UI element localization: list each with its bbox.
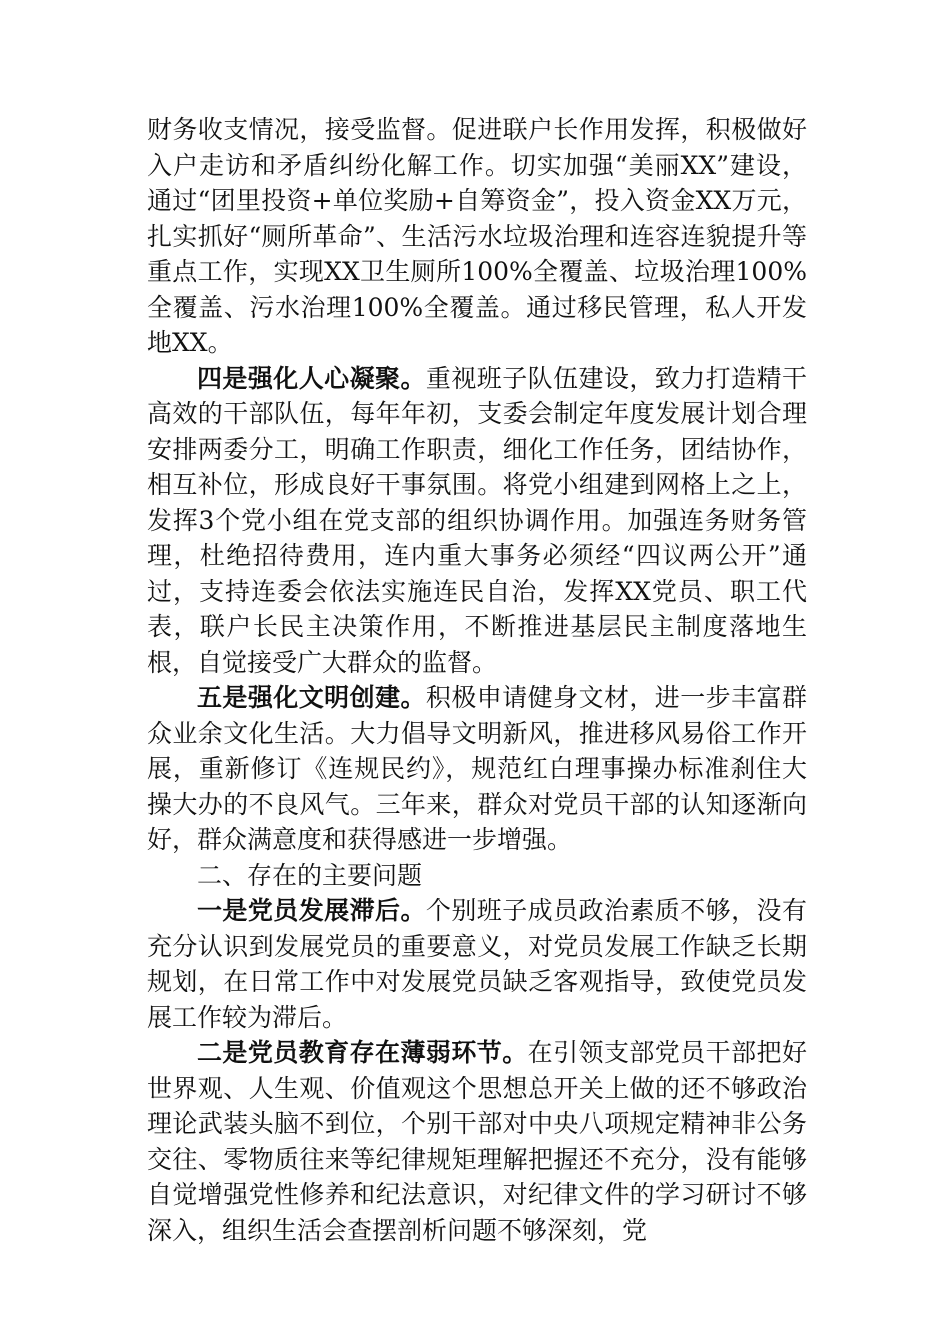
paragraph-issue-education — [147, 1035, 807, 1248]
paragraph-text: 积极申请健身文材，进一步丰富群众业余文化生活。大力倡导文明新风，推进移风易俗工作开展，重新修订《连规民约》，规范红白理事操办标准刹住大操大办的不良风气。三年来，群众对党员干部的认知逐渐向好，群众满意度和获得感进一步增强。 — [147, 683, 807, 854]
paragraph-text: 重视班子队伍建设，致力打造精干高效的干部队伍，每年年初，支委会制定年度发展计划合理安排两委分工，明确工作职责，细化工作任务，团结协作，相互补位，形成良好干事氛围。将党小组建到网格上之上，发挥3个党小组在党支部的组织协调作用。加强连务财务管理，杜绝招待费用，连内重大事务必须经“四议两公开”通过，支持连委会依法实施连民自治，发挥XX党员、职工代表，联户长民主决策作用，不断推进基层民主制度落地生根，自觉接受广大群众的监督。 — [147, 363, 807, 677]
section-heading: 二、存在的主要问题 — [197, 860, 423, 890]
paragraph-text: 财务收支情况，接受监督。促进联户长作用发挥，积极做好入户走访和矛盾纠纷化解工作。切实加强“美丽XX”建设，通过“团里投资+单位奖励+自筹资金”，投入资金XX万元，扎实抓好“厕所革命”、生活污水垃圾治理和连容连貌提升等重点工作，实现XX卫生厕所100%全覆盖、垃圾治理100%全覆盖、污水治理100%全覆盖。通过移民管理，私人开发地XX。 — [147, 115, 807, 357]
paragraph-civilization-building — [147, 680, 807, 858]
document-body — [147, 112, 807, 1248]
paragraph-continued — [147, 112, 807, 361]
paragraph-text: 个别班子成员政治素质不够，没有充分认识到发展党员的重要意义，对党员发展工作缺乏长期规划，在日常工作中对发展党员缺乏客观指导，致使党员发展工作较为滞后。 — [147, 896, 807, 1032]
paragraph-lead: 一是党员发展滞后。 — [197, 896, 426, 925]
paragraph-strengthen-cohesion — [147, 361, 807, 681]
paragraph-text: 在引领支部党员干部把好世界观、人生观、价值观这个思想总开关上做的还不够政治理论武装头脑不到位，个别干部对中央八项规定精神非公务交往、零物质往来等纪律规矩理解把握还不充分，没有能够自觉增强党性修养和纪法意识，对纪律文件的学习研讨不够深入，组织生活会查摆剖析问题不够深刻，党 — [147, 1038, 807, 1245]
paragraph-lead: 五是强化文明创建。 — [197, 683, 426, 712]
paragraph-issue-development — [147, 893, 807, 1035]
paragraph-lead: 二是党员教育存在薄弱环节。 — [197, 1038, 528, 1067]
paragraph-lead: 四是强化人心凝聚。 — [197, 363, 426, 393]
